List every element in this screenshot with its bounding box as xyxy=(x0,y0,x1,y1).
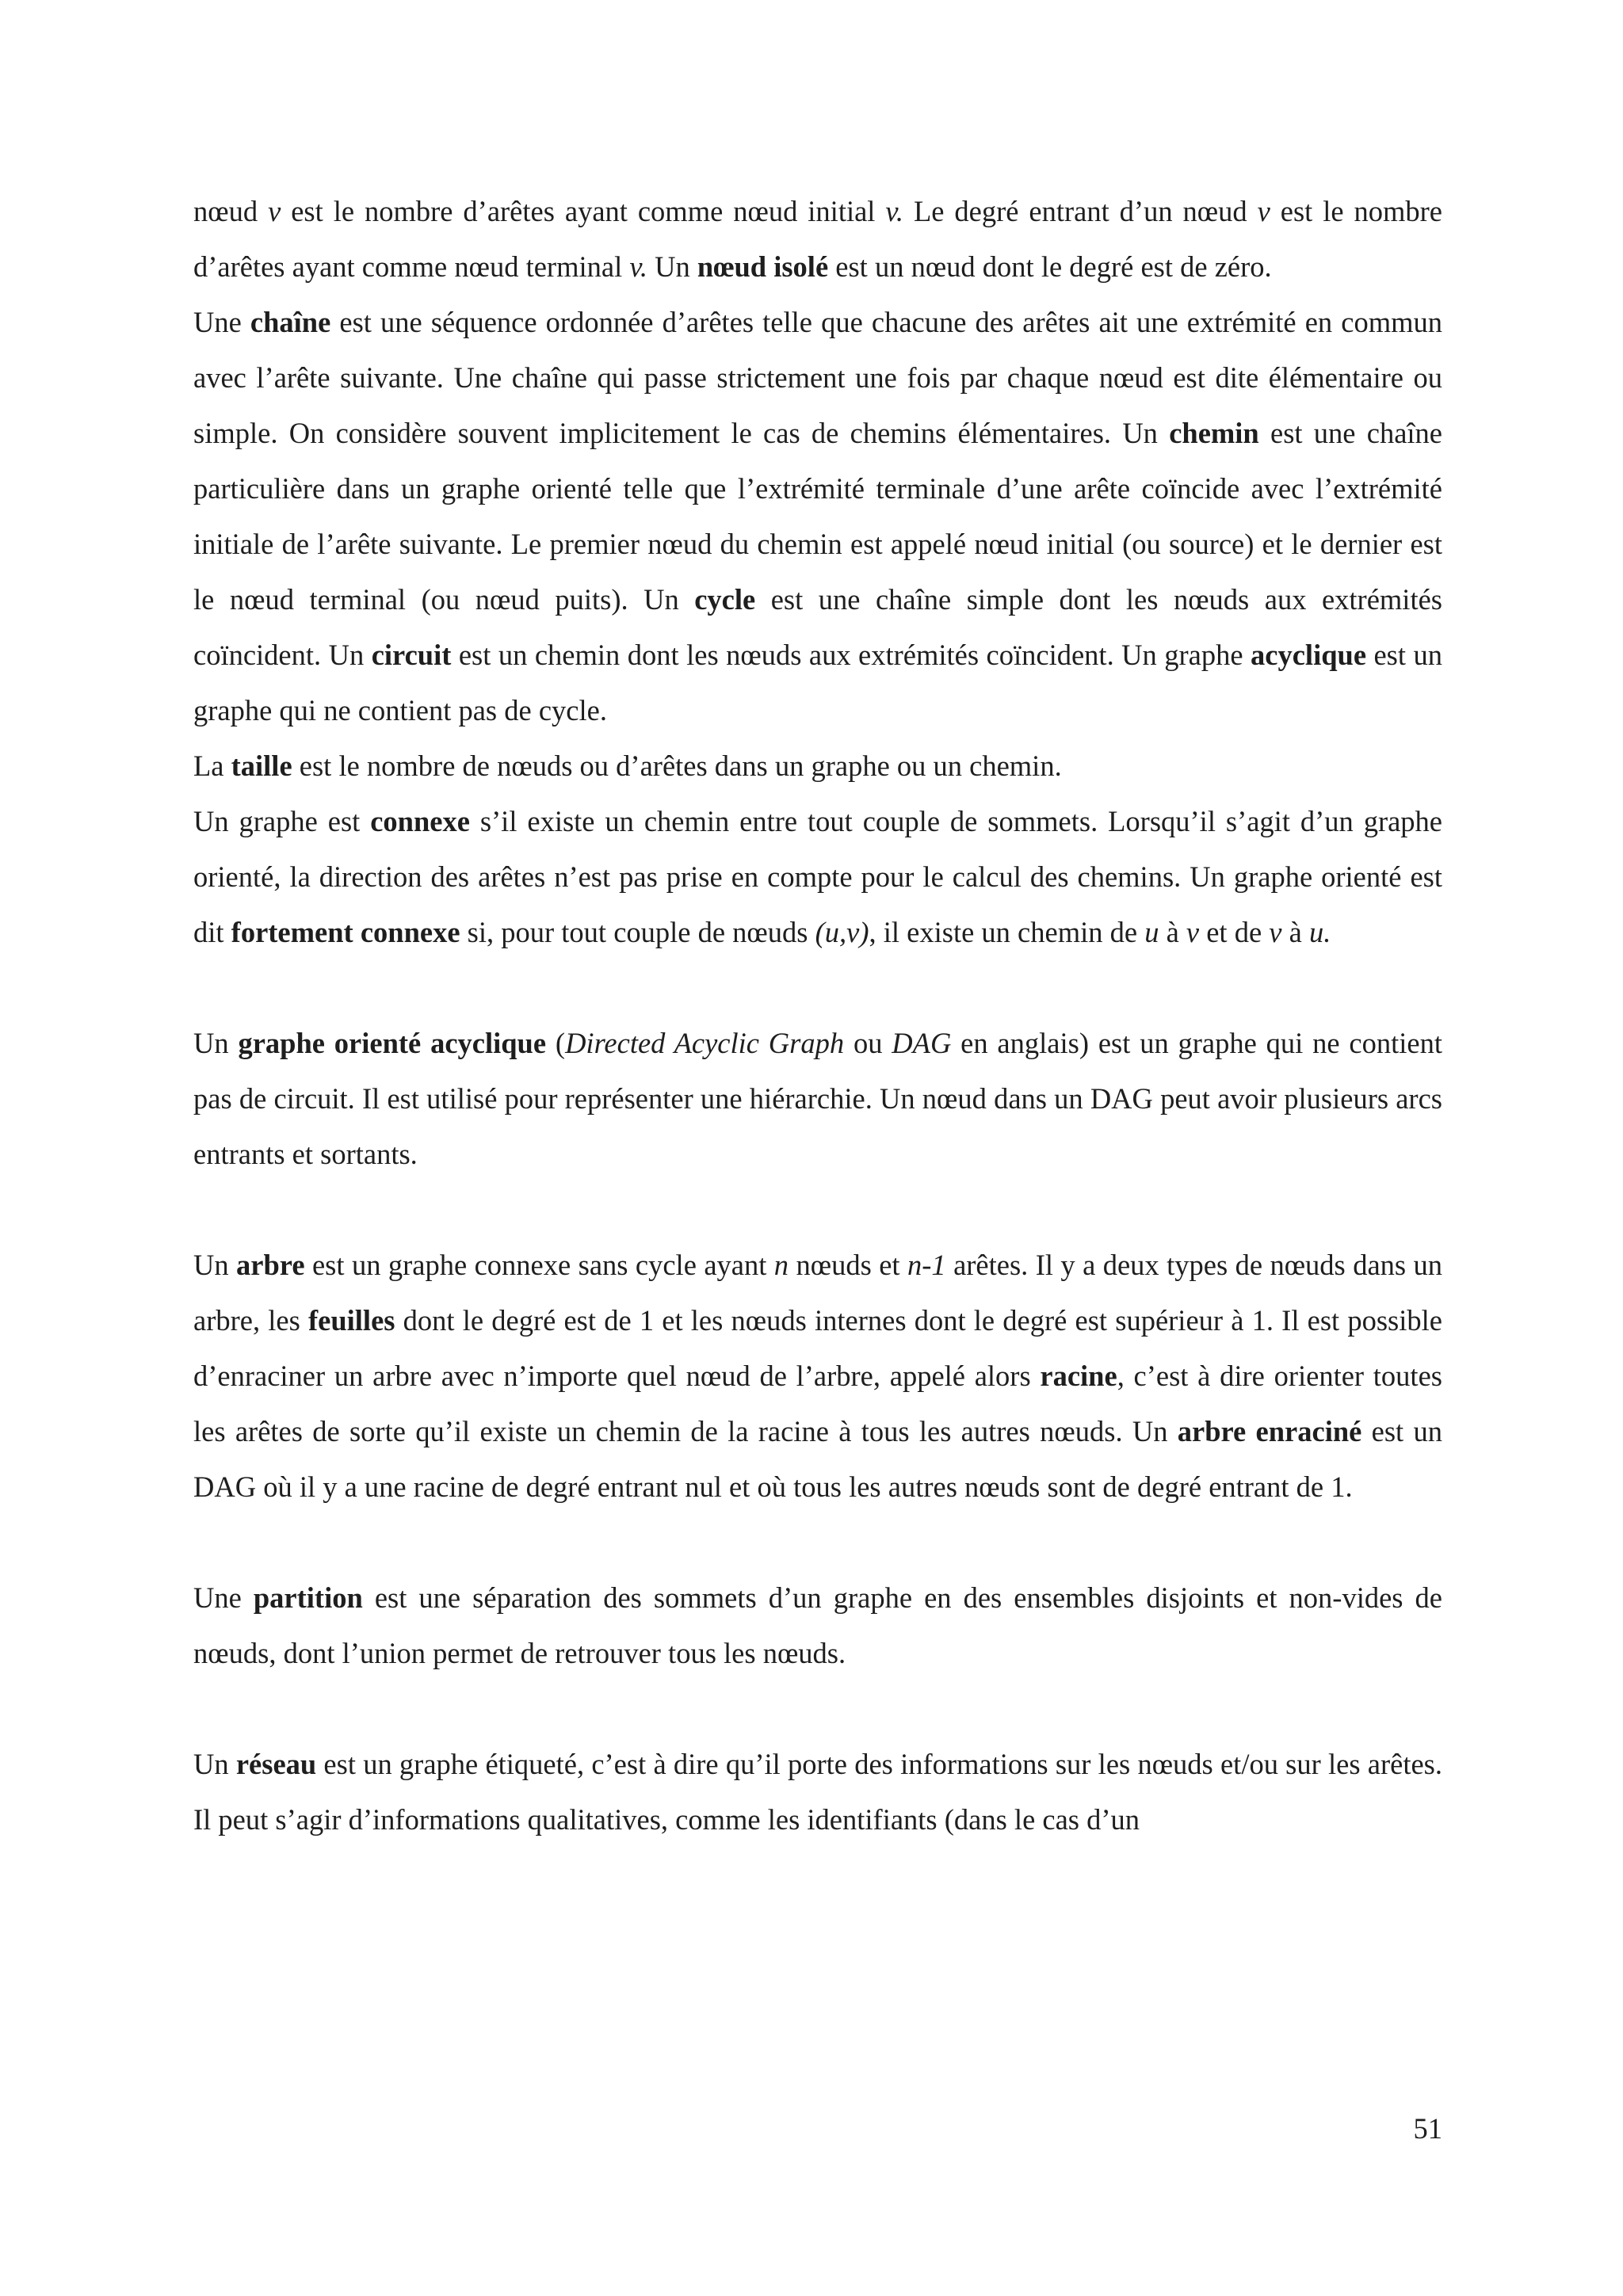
bold-term: racine xyxy=(1040,1360,1117,1392)
italic-term: u. xyxy=(1308,916,1331,948)
text-run: Une xyxy=(193,306,250,338)
text-run: Le degré entrant d’un nœud xyxy=(903,195,1258,227)
italic-term: Directed Acyclic Graph xyxy=(565,1027,845,1059)
text-run: nœud xyxy=(193,195,269,227)
italic-term: v. xyxy=(629,250,647,283)
italic-term: v xyxy=(268,195,281,227)
text-run: est le nombre d’arêtes ayant comme nœud terminal xyxy=(193,195,1443,283)
text-run: nœuds et xyxy=(789,1249,907,1281)
italic-term: v. xyxy=(885,195,904,227)
text-run: Un xyxy=(193,1748,236,1780)
italic-term: n xyxy=(773,1249,789,1281)
paragraph-spacer xyxy=(193,1515,1442,1570)
bold-term: arbre xyxy=(236,1249,305,1281)
paragraph-network xyxy=(193,1737,1442,1848)
text-run: si, pour tout couple de nœuds xyxy=(460,916,815,948)
text-run: est une séquence ordonnée d’arêtes telle que chacune des arêtes ait une extrémité en commun avec l’arête suivante. Une chaîne qui passe strictement une fois par chaque nœud est dite élémentaire ou simple. On considère souvent implicitement le cas de chemins élémentaires. Un xyxy=(193,306,1442,449)
bold-term: chemin xyxy=(1169,417,1259,449)
text-run: Un graphe est xyxy=(193,805,371,837)
text-run: arêtes. Il y a deux types de nœuds dans un arbre, les xyxy=(193,1249,1443,1337)
text-run: , il existe un chemin de xyxy=(869,916,1145,948)
text-run: Une xyxy=(193,1581,254,1614)
text-run: à xyxy=(1159,916,1186,948)
text-run: est un graphe qui ne contient pas de cycle. xyxy=(193,639,1442,727)
text-run: en anglais) est un graphe qui ne contient pas de circuit. Il est utilisé pour représenter une hiérarchie. Un nœud dans un DAG peut avoir plusieurs arcs entrants et sortants. xyxy=(193,1027,1443,1170)
text-run: est un DAG où il y a une racine de degré entrant nul et où tous les autres nœuds sont de degré entrant de 1. xyxy=(193,1415,1442,1503)
text-run: est une séparation des sommets d’un graphe en des ensembles disjoints et non-vides de nœuds, dont l’union permet de retrouver tous les nœuds. xyxy=(193,1581,1443,1669)
paragraph-spacer xyxy=(193,960,1442,1016)
bold-term: acyclique xyxy=(1251,639,1367,671)
text-run: La xyxy=(193,749,231,782)
paragraph-chain-path-cycle xyxy=(193,295,1442,738)
paragraph-dag xyxy=(193,1016,1442,1182)
italic-term: (u,v) xyxy=(815,916,869,948)
paragraph-connectivity xyxy=(193,794,1442,960)
text-run: Un xyxy=(193,1027,239,1059)
bold-term: chaîne xyxy=(250,306,331,338)
bold-term: réseau xyxy=(235,1748,317,1780)
bold-term: graphe orienté acyclique xyxy=(238,1027,547,1059)
page-body xyxy=(193,184,1442,1848)
text-run: Un xyxy=(647,250,697,283)
italic-term: DAG xyxy=(892,1027,952,1059)
text-run: Un xyxy=(193,1249,237,1281)
text-run: et de xyxy=(1199,916,1270,948)
bold-term: connexe xyxy=(370,805,470,837)
text-run: est un chemin dont les nœuds aux extrémités coïncident. Un graphe xyxy=(451,639,1251,671)
italic-term: v xyxy=(1257,195,1270,227)
text-run: dont le degré est de 1 et les nœuds internes dont le degré est supérieur à 1. Il est possible d’enraciner un arbre avec n’importe quel nœud de l’arbre, appelé alors xyxy=(193,1304,1442,1392)
text-run: est un graphe connexe sans cycle ayant xyxy=(304,1249,774,1281)
bold-term: nœud isolé xyxy=(697,250,829,283)
italic-term: v xyxy=(1186,916,1200,948)
paragraph-spacer xyxy=(193,1182,1442,1238)
text-run: est un nœud dont le degré est de zéro. xyxy=(828,250,1272,283)
bold-term: partition xyxy=(253,1581,363,1614)
text-run: est une chaîne simple dont les nœuds aux extrémités coïncident. Un xyxy=(193,583,1442,671)
italic-term: u xyxy=(1144,916,1159,948)
text-run: est une chaîne particulière dans un graphe orienté telle que l’extrémité terminale d’une arête coïncide avec l’extrémité initiale de l’arête suivante. Le premier nœud du chemin est appelé nœud initial (ou source) et le dernier est le nœud terminal (ou nœud puits). Un xyxy=(193,417,1442,616)
page-number: 51 xyxy=(1413,2112,1442,2145)
bold-term: feuilles xyxy=(308,1304,395,1337)
text-run: est le nombre d’arêtes ayant comme nœud initial xyxy=(281,195,886,227)
text-run: est le nombre de nœuds ou d’arêtes dans un graphe ou un chemin. xyxy=(292,749,1062,782)
bold-term: circuit xyxy=(371,639,452,671)
bold-term: cycle xyxy=(694,583,756,616)
bold-term: fortement connexe xyxy=(231,916,460,948)
text-run: ( xyxy=(546,1027,566,1059)
italic-term: n-1 xyxy=(907,1249,946,1281)
italic-term: v xyxy=(1269,916,1282,948)
paragraph-degree-isolated-node xyxy=(193,184,1442,295)
paragraph-spacer xyxy=(193,1681,1442,1737)
text-run: s’il existe un chemin entre tout couple de sommets. Lorsqu’il s’agit d’un graphe orienté, la direction des arêtes n’est pas prise en compte pour le calcul des chemins. Un graphe orienté est dit xyxy=(193,805,1442,948)
bold-term: arbre enraciné xyxy=(1177,1415,1362,1447)
text-run: , c’est à dire orienter toutes les arêtes de sorte qu’il existe un chemin de la racine à tous les autres nœuds. Un xyxy=(193,1360,1442,1447)
paragraph-size xyxy=(193,738,1442,794)
text-run: ou xyxy=(844,1027,892,1059)
paragraph-tree xyxy=(193,1238,1442,1515)
text-run: à xyxy=(1281,916,1309,948)
bold-term: taille xyxy=(231,749,292,782)
text-run: est un graphe étiqueté, c’est à dire qu’il porte des informations sur les nœuds et/ou sur les arêtes. Il peut s’agir d’informations qualitatives, comme les identifiants (dans le cas d’un xyxy=(193,1748,1443,1836)
paragraph-partition xyxy=(193,1570,1442,1681)
